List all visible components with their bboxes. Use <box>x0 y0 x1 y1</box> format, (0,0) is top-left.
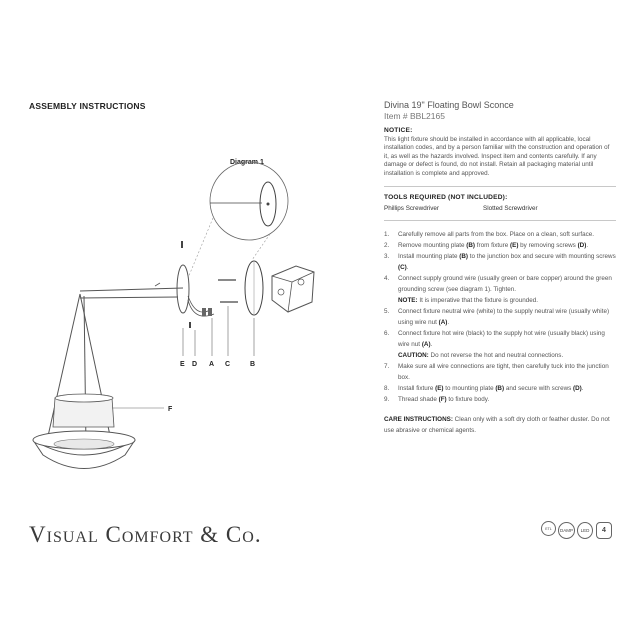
step-item <box>384 328 616 350</box>
bulb-count-badge: 4 <box>596 522 612 539</box>
divider <box>384 186 616 187</box>
label-b: B <box>250 361 256 368</box>
step-item <box>384 383 616 394</box>
care-heading: CARE INSTRUCTIONS: <box>384 416 453 424</box>
step-number: 9. <box>384 396 390 404</box>
step-number: 7. <box>384 363 390 371</box>
notice-text: This light fixture should be installed in accordance with all applicable, local installation codes, and by a person familiar with the construction and operation of it, as well as the hazards involved. Inspect item and contents carefully. If any damage or defect is found, do not install. Retain all packaging material until installation is complete and approved. <box>384 136 610 177</box>
instructions-column <box>384 100 616 436</box>
label-c: C <box>225 361 231 368</box>
led-icon: LED <box>577 522 593 539</box>
product-title: Divina 19" Floating Bowl Sconce <box>384 100 514 110</box>
fixture-backplate <box>177 265 189 313</box>
step-item <box>384 229 616 240</box>
label-f: F <box>168 406 173 413</box>
step-item <box>384 361 616 383</box>
diagram-title: Diagram 1 <box>230 159 264 166</box>
junction-box <box>272 266 314 312</box>
damp-rated-icon: DAMP <box>558 522 575 539</box>
step-number: 8. <box>384 385 390 393</box>
label-e: E <box>180 361 185 368</box>
step-number: 2. <box>384 242 390 250</box>
step-number: 5. <box>384 308 390 316</box>
label-d: D <box>192 361 198 368</box>
divider <box>384 220 616 221</box>
step-number: 3. <box>384 253 390 261</box>
etl-certification-icon: ETL <box>541 521 556 536</box>
step-text: Remove mounting plate (B) from fixture (E) by removing screws (D). <box>398 242 589 250</box>
wire-nut-a-icon <box>202 308 206 316</box>
tools-list <box>384 205 616 212</box>
step-text: CAUTION: Do not reverse the hot and neutral connections. <box>398 352 564 360</box>
screw-d-icon <box>189 322 191 328</box>
step-text: Carefully remove all parts from the box. Place on a clean, soft surface. <box>398 231 594 239</box>
step-text: NOTE: It is imperative that the fixture is grounded. <box>398 297 538 305</box>
notice-heading: NOTICE: <box>384 127 413 134</box>
care-text: Clean only with a soft dry cloth or feather duster. Do not use abrasive or chemical agents. <box>384 416 610 435</box>
assembly-diagram <box>0 0 380 520</box>
step-number: 4. <box>384 275 390 283</box>
step-number <box>384 350 398 361</box>
brand-logo: VISUAL COMFORT & CO. <box>29 522 262 547</box>
tool-item: Phillips Screwdriver <box>384 205 439 213</box>
tool-item: Slotted Screwdriver <box>483 205 538 213</box>
screw-e-icon <box>181 241 183 248</box>
tools-heading: TOOLS REQUIRED (NOT INCLUDED): <box>384 194 508 202</box>
step-item <box>384 350 616 361</box>
step-text: Thread shade (F) to fixture body. <box>398 396 490 404</box>
assembly-instructions-title: ASSEMBLY INSTRUCTIONS <box>29 101 146 111</box>
step-item <box>384 295 616 306</box>
step-item <box>384 394 616 405</box>
step-item <box>384 306 616 328</box>
step-text: Connect fixture neutral wire (white) to the supply neutral wire (usually white) using wire nut (A). <box>398 308 610 327</box>
step-item <box>384 273 616 295</box>
step-number: 6. <box>384 330 390 338</box>
item-number: Item # BBL2165 <box>384 111 445 121</box>
step-item <box>384 240 616 251</box>
steps-list <box>384 229 616 405</box>
label-a: A <box>209 361 215 368</box>
step-text: Install mounting plate (B) to the junction box and secure with mounting screws (C). <box>398 253 616 272</box>
step-text: Connect supply ground wire (usually green or bare copper) around the green grounding screw (see diagram 1). Tighten. <box>398 275 612 294</box>
step-number: 1. <box>384 231 390 239</box>
step-text: Connect fixture hot wire (black) to the supply hot wire (usually black) using wire nut (A). <box>398 330 605 349</box>
step-item <box>384 251 616 273</box>
step-text: Make sure all wire connections are tight, then carefully tuck into the junction box. <box>398 363 609 382</box>
step-number <box>384 295 398 306</box>
care-instructions <box>384 414 616 436</box>
step-text: Install fixture (E) to mounting plate (B) and secure with screws (D). <box>398 385 584 393</box>
